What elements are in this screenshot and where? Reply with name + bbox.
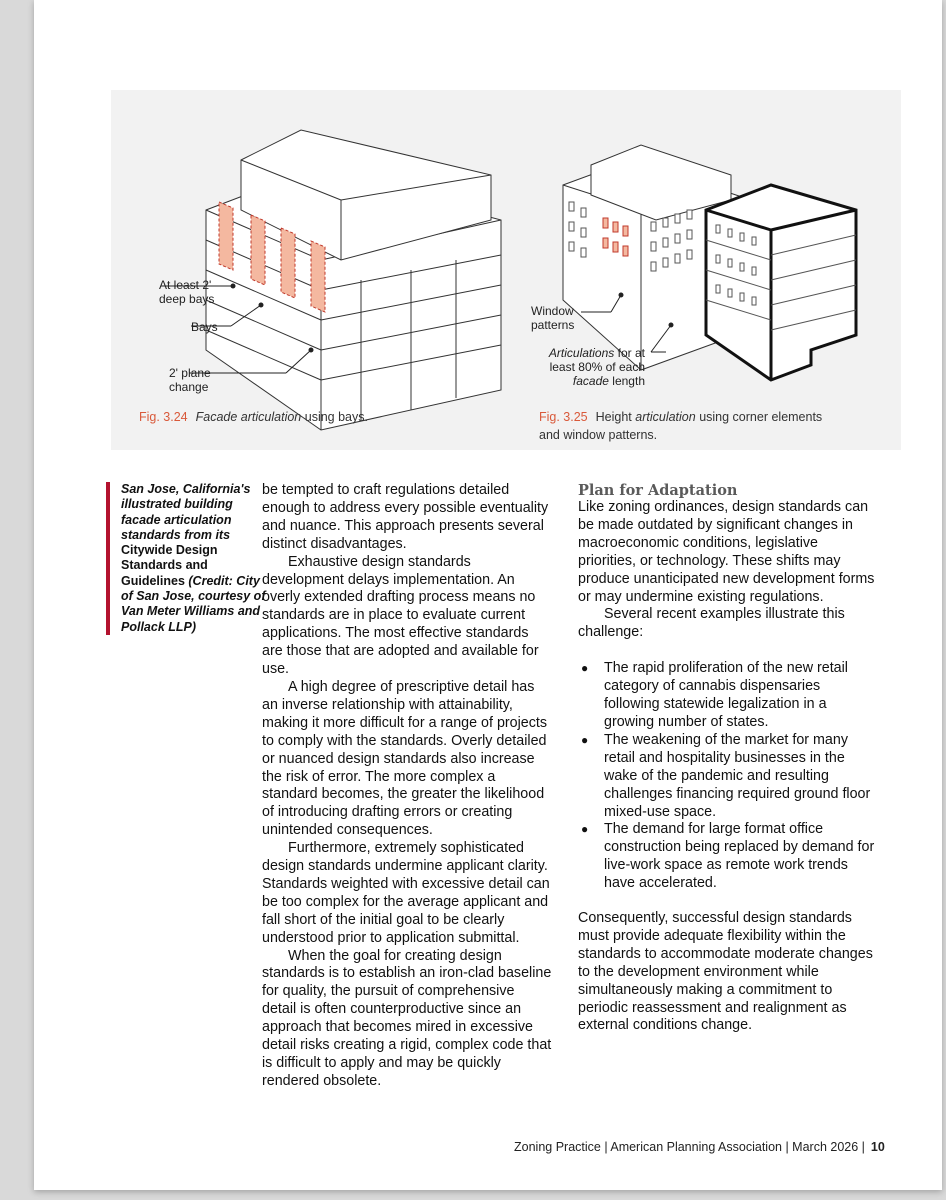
paragraph: A high degree of prescriptive detail has an inverse relationship with attainability, making it more difficult for a range of projects to comply with the standards. Overly detailed or nuanced design standards also increase the risk of error. The more complex a standard becomes, the greater the likelihood of introducing drafting errors or creating unintended consequences. [262,678,548,839]
bullet-icon: ● [581,661,589,676]
callout-articulations: Articulations for at least 80% of each facade length [548,346,645,388]
section-heading: Plan for Adaptation [578,482,738,499]
figure-caption-3-25: Fig. 3.25 Height articulation using corner elements and window patterns. [539,410,823,442]
paragraph: Exhaustive design standards development delays implementation. An overly extended drafting process means no standards are in place to evaluate current applications. The most effective standards are those that are adopted and available for use. [262,553,539,678]
list-item: ● The rapid proliferation of the new retail category of cannabis dispensaries following statewide legalization in a growing number of states. [581,660,848,730]
page-footer: Zoning Practice | American Planning Association | March 2026 | 10 [514,1140,885,1154]
bullet-icon: ● [581,732,589,747]
list-item: ● The weakening of the market for many retail and hospitality businesses in the wake of the pandemic and resulting challenges financing required ground floor mixed-use space. [581,731,871,820]
figure-panel [111,90,901,450]
callout-window-patterns: Window patterns [531,304,575,332]
sidebar-caption: San Jose, California's illustrated building facade articulation standards from its Citywide Design Standards and Guidelines (Credit: City of San Jose, courtesy of Van Meter Williams and Pollack LLP) [106,482,271,635]
paragraph: Furthermore, extremely sophisticated design standards undermine applicant clarity. Standards weighted with excessive detail can be too complex for the average applicant and fall short of the initial goal to be clearly understood prior to application submittal. [262,840,550,946]
document-page [34,0,942,1190]
building-illustrations [111,90,901,450]
paragraph: Like zoning ordinances, design standards can be made outdated by significant changes in macroeconomic conditions, legislative priorities, or technology. These shifts may produce unanticipated new development forms or may undermine existing regulations. [578,499,875,605]
bullet-list [578,660,878,893]
building-right-illustration [563,145,856,380]
list-item: ● The demand for large format office construction being replaced by demand for live-work space as remote work trends have accelerated. [581,821,875,892]
paragraph: Several recent examples illustrate this challenge: [578,606,845,641]
bullet-icon: ● [581,822,589,837]
figure-caption-3-24: Fig. 3.24 Facade articulation using bays. [139,410,368,424]
paragraph: When the goal for creating design standards is to establish an iron-clad baseline for quality, the pursuit of comprehensive detail is often counterproductive since an approach that becomes mired in excessive detail risks creating a rigid, complex code that is difficult to apply and may be quickly rendered obsolete. [262,947,552,1089]
page-number: 10 [870,1140,885,1154]
callout-deep-bays: At least 2' deep bays [159,278,215,306]
paragraph: be tempted to craft regulations detailed enough to address every possible eventuality and nuance. This approach presents several distinct disadvantages. [262,482,549,552]
callout-plane-change: 2' plane change [169,366,211,394]
paragraph: Consequently, successful design standards must provide adequate flexibility within the standards to accommodate moderate changes to the development environment while simultaneously making a commitment to periodic reassessment and realignment as external conditions change. [578,910,873,1034]
callout-bays: Bays [191,320,218,334]
body-column-right [578,482,878,1035]
body-column-middle [262,482,552,1091]
